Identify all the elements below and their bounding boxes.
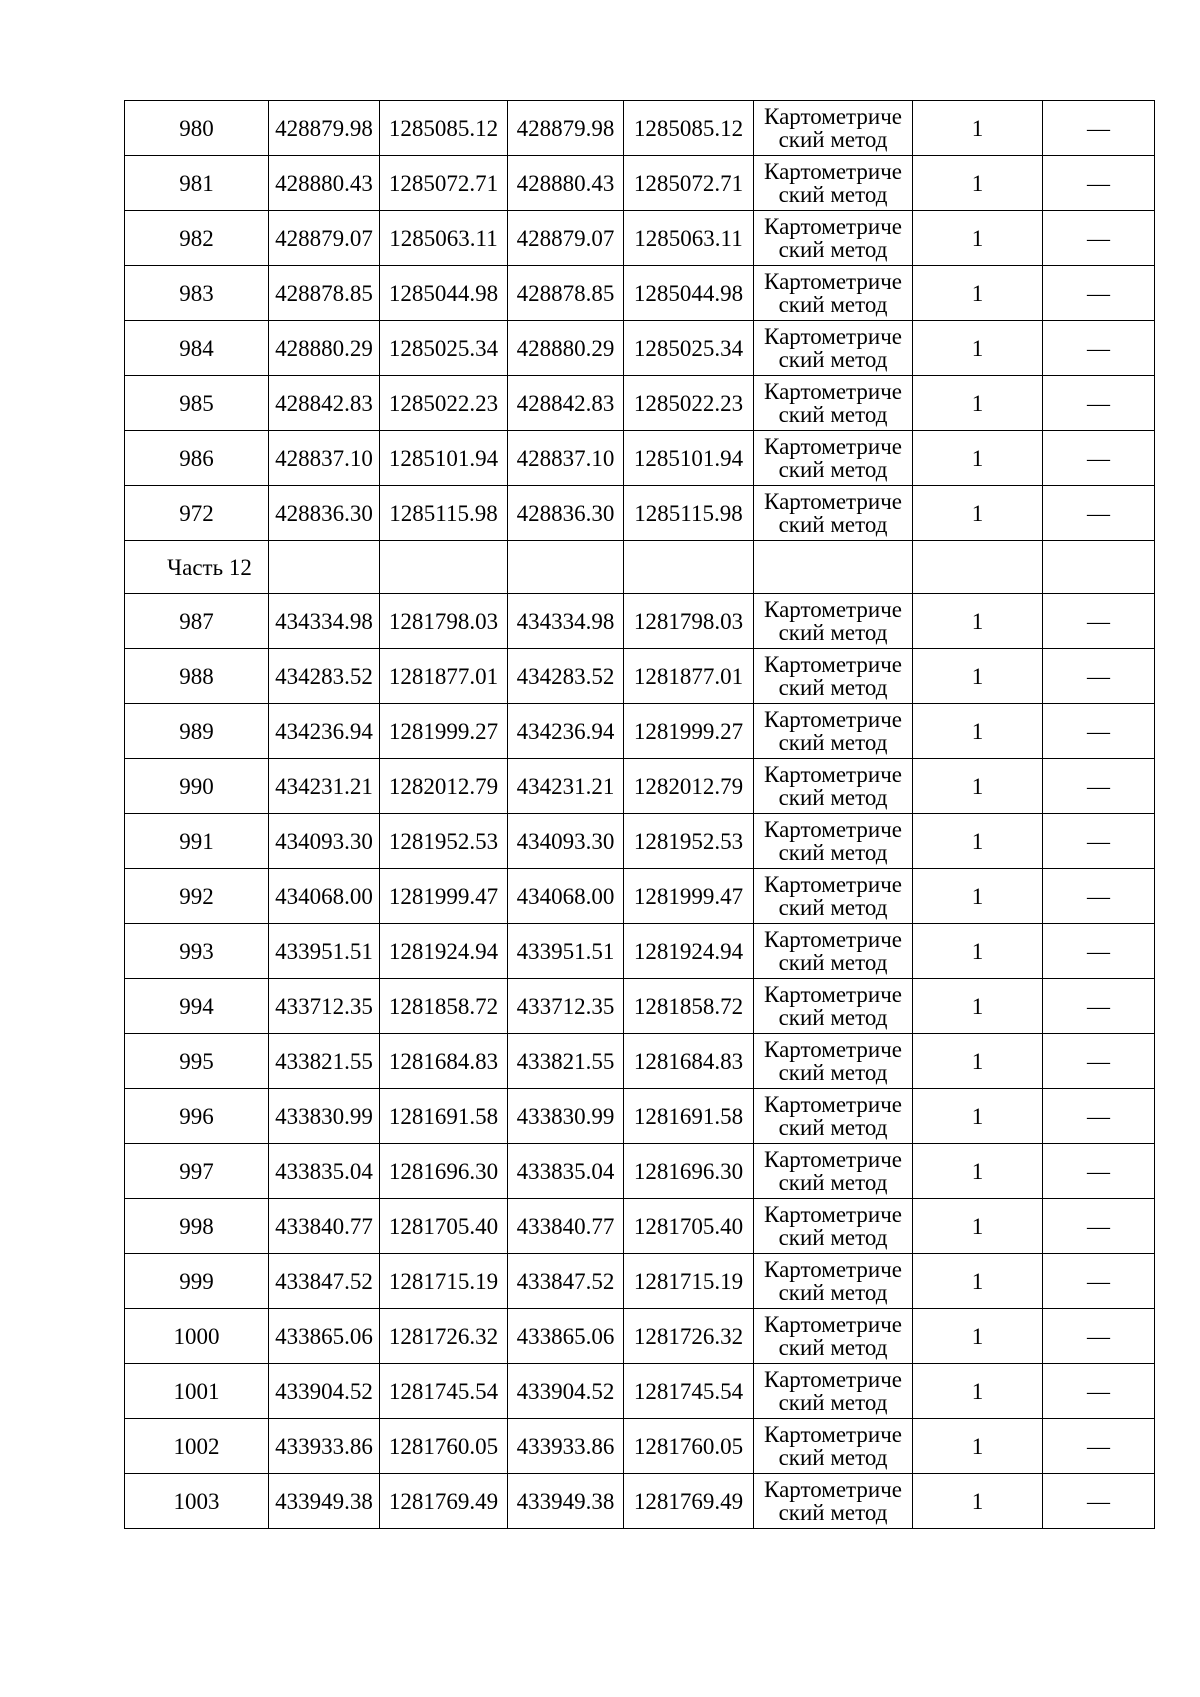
y-coordinate-cell: 1285063.11 — [380, 211, 508, 266]
table-row — [125, 486, 1155, 541]
point-number-cell: 990 — [125, 759, 269, 814]
method-line-1: Картометриче — [764, 1312, 902, 1337]
x-coordinate-new-cell: 434334.98 — [508, 594, 624, 649]
x-coordinate-new-cell: 428837.10 — [508, 431, 624, 486]
x-coordinate-cell: 434068.00 — [269, 869, 380, 924]
table-row — [125, 814, 1155, 869]
method-cell — [754, 101, 913, 156]
x-coordinate-cell: 433835.04 — [269, 1144, 380, 1199]
y-coordinate-cell: 1281691.58 — [380, 1089, 508, 1144]
method-line-1: Картометриче — [764, 872, 902, 897]
point-number-cell: 1001 — [125, 1364, 269, 1419]
empty-cell — [913, 541, 1043, 594]
method-cell — [754, 1419, 913, 1474]
table-row — [125, 1309, 1155, 1364]
y-coordinate-cell: 1281952.53 — [380, 814, 508, 869]
x-coordinate-new-cell: 433847.52 — [508, 1254, 624, 1309]
y-coordinate-cell: 1281696.30 — [380, 1144, 508, 1199]
note-cell: — — [1043, 486, 1155, 541]
accuracy-cell: 1 — [913, 101, 1043, 156]
method-cell — [754, 1144, 913, 1199]
table-row — [125, 594, 1155, 649]
accuracy-cell: 1 — [913, 1254, 1043, 1309]
point-number-cell: 1003 — [125, 1474, 269, 1529]
method-line-1: Картометриче — [764, 104, 902, 129]
accuracy-cell: 1 — [913, 869, 1043, 924]
y-coordinate-cell: 1281745.54 — [380, 1364, 508, 1419]
empty-cell — [269, 541, 380, 594]
table-body — [125, 101, 1155, 1529]
method-line-1: Картометриче — [764, 982, 902, 1007]
y-coordinate-new-cell: 1281999.27 — [624, 704, 754, 759]
x-coordinate-cell: 428880.43 — [269, 156, 380, 211]
y-coordinate-cell: 1281769.49 — [380, 1474, 508, 1529]
method-line-2: ский метод — [778, 1060, 888, 1085]
note-cell: — — [1043, 1364, 1155, 1419]
method-cell — [754, 156, 913, 211]
y-coordinate-new-cell: 1281769.49 — [624, 1474, 754, 1529]
y-coordinate-cell: 1281726.32 — [380, 1309, 508, 1364]
method-line-2: ский метод — [778, 895, 888, 920]
table-row — [125, 101, 1155, 156]
method-line-1: Картометриче — [764, 927, 902, 952]
table-row — [125, 1089, 1155, 1144]
x-coordinate-cell: 433865.06 — [269, 1309, 380, 1364]
accuracy-cell: 1 — [913, 814, 1043, 869]
accuracy-cell: 1 — [913, 1419, 1043, 1474]
x-coordinate-cell: 433840.77 — [269, 1199, 380, 1254]
point-number-cell: 983 — [125, 266, 269, 321]
x-coordinate-new-cell: 434068.00 — [508, 869, 624, 924]
empty-cell — [380, 541, 508, 594]
y-coordinate-new-cell: 1285072.71 — [624, 156, 754, 211]
method-line-2: ский метод — [778, 1445, 888, 1470]
x-coordinate-cell: 428880.29 — [269, 321, 380, 376]
table-row — [125, 1419, 1155, 1474]
method-cell — [754, 486, 913, 541]
x-coordinate-cell: 433951.51 — [269, 924, 380, 979]
table-row — [125, 1474, 1155, 1529]
method-cell — [754, 431, 913, 486]
method-line-2: ский метод — [778, 730, 888, 755]
method-line-1: Картометриче — [764, 489, 902, 514]
y-coordinate-cell: 1285085.12 — [380, 101, 508, 156]
point-number-cell: 982 — [125, 211, 269, 266]
y-coordinate-new-cell: 1281684.83 — [624, 1034, 754, 1089]
point-number-cell: 984 — [125, 321, 269, 376]
accuracy-cell: 1 — [913, 1089, 1043, 1144]
method-line-1: Картометриче — [764, 1367, 902, 1392]
y-coordinate-new-cell: 1281858.72 — [624, 979, 754, 1034]
method-cell — [754, 649, 913, 704]
note-cell: — — [1043, 1144, 1155, 1199]
accuracy-cell: 1 — [913, 979, 1043, 1034]
x-coordinate-new-cell: 433712.35 — [508, 979, 624, 1034]
method-cell — [754, 704, 913, 759]
x-coordinate-new-cell: 433830.99 — [508, 1089, 624, 1144]
y-coordinate-new-cell: 1281798.03 — [624, 594, 754, 649]
note-cell: — — [1043, 594, 1155, 649]
table-row — [125, 321, 1155, 376]
point-number-cell: 991 — [125, 814, 269, 869]
accuracy-cell: 1 — [913, 1364, 1043, 1419]
y-coordinate-new-cell: 1285085.12 — [624, 101, 754, 156]
y-coordinate-cell: 1285072.71 — [380, 156, 508, 211]
point-number-cell: 995 — [125, 1034, 269, 1089]
y-coordinate-cell: 1285022.23 — [380, 376, 508, 431]
point-number-cell: 992 — [125, 869, 269, 924]
method-cell — [754, 1364, 913, 1419]
note-cell: — — [1043, 211, 1155, 266]
y-coordinate-new-cell: 1281691.58 — [624, 1089, 754, 1144]
x-coordinate-cell: 434231.21 — [269, 759, 380, 814]
y-coordinate-new-cell: 1281745.54 — [624, 1364, 754, 1419]
method-cell — [754, 1254, 913, 1309]
y-coordinate-cell: 1281684.83 — [380, 1034, 508, 1089]
x-coordinate-new-cell: 433904.52 — [508, 1364, 624, 1419]
y-coordinate-cell: 1285115.98 — [380, 486, 508, 541]
table-row — [125, 759, 1155, 814]
accuracy-cell: 1 — [913, 1144, 1043, 1199]
note-cell: — — [1043, 266, 1155, 321]
table-row — [125, 376, 1155, 431]
table-row — [125, 704, 1155, 759]
point-number-cell: 996 — [125, 1089, 269, 1144]
method-cell — [754, 1474, 913, 1529]
x-coordinate-new-cell: 433835.04 — [508, 1144, 624, 1199]
x-coordinate-cell: 434283.52 — [269, 649, 380, 704]
y-coordinate-new-cell: 1285022.23 — [624, 376, 754, 431]
y-coordinate-new-cell: 1281924.94 — [624, 924, 754, 979]
note-cell: — — [1043, 759, 1155, 814]
method-line-1: Картометриче — [764, 1037, 902, 1062]
note-cell: — — [1043, 1034, 1155, 1089]
method-cell — [754, 376, 913, 431]
table-row — [125, 1199, 1155, 1254]
method-line-2: ский метод — [778, 1115, 888, 1140]
method-cell — [754, 924, 913, 979]
method-line-1: Картометриче — [764, 762, 902, 787]
method-cell — [754, 759, 913, 814]
y-coordinate-new-cell: 1285063.11 — [624, 211, 754, 266]
y-coordinate-new-cell: 1285044.98 — [624, 266, 754, 321]
method-line-2: ский метод — [778, 950, 888, 975]
method-line-1: Картометриче — [764, 434, 902, 459]
method-line-1: Картометриче — [764, 1147, 902, 1172]
note-cell: — — [1043, 101, 1155, 156]
point-number-cell: 988 — [125, 649, 269, 704]
note-cell: — — [1043, 1199, 1155, 1254]
y-coordinate-cell: 1281798.03 — [380, 594, 508, 649]
table-row — [125, 924, 1155, 979]
x-coordinate-cell: 433847.52 — [269, 1254, 380, 1309]
note-cell: — — [1043, 704, 1155, 759]
table-row — [125, 211, 1155, 266]
x-coordinate-cell: 428837.10 — [269, 431, 380, 486]
method-line-1: Картометриче — [764, 597, 902, 622]
x-coordinate-new-cell: 433949.38 — [508, 1474, 624, 1529]
method-line-2: ский метод — [778, 1280, 888, 1305]
x-coordinate-new-cell: 428879.98 — [508, 101, 624, 156]
y-coordinate-new-cell: 1281705.40 — [624, 1199, 754, 1254]
x-coordinate-cell: 428878.85 — [269, 266, 380, 321]
x-coordinate-cell: 428836.30 — [269, 486, 380, 541]
accuracy-cell: 1 — [913, 156, 1043, 211]
y-coordinate-cell: 1281760.05 — [380, 1419, 508, 1474]
x-coordinate-cell: 433830.99 — [269, 1089, 380, 1144]
accuracy-cell: 1 — [913, 649, 1043, 704]
method-line-2: ский метод — [778, 457, 888, 482]
point-number-cell: 980 — [125, 101, 269, 156]
note-cell: — — [1043, 869, 1155, 924]
table-row — [125, 1364, 1155, 1419]
accuracy-cell: 1 — [913, 1199, 1043, 1254]
accuracy-cell: 1 — [913, 704, 1043, 759]
note-cell: — — [1043, 649, 1155, 704]
point-number-cell: 1002 — [125, 1419, 269, 1474]
x-coordinate-new-cell: 428878.85 — [508, 266, 624, 321]
x-coordinate-cell: 433712.35 — [269, 979, 380, 1034]
x-coordinate-cell: 428879.07 — [269, 211, 380, 266]
accuracy-cell: 1 — [913, 759, 1043, 814]
note-cell: — — [1043, 1309, 1155, 1364]
x-coordinate-new-cell: 428880.29 — [508, 321, 624, 376]
method-cell — [754, 211, 913, 266]
y-coordinate-cell: 1281877.01 — [380, 649, 508, 704]
note-cell: — — [1043, 376, 1155, 431]
point-number-cell: 972 — [125, 486, 269, 541]
x-coordinate-new-cell: 434236.94 — [508, 704, 624, 759]
x-coordinate-cell: 434236.94 — [269, 704, 380, 759]
point-number-cell: 997 — [125, 1144, 269, 1199]
method-cell — [754, 1034, 913, 1089]
accuracy-cell: 1 — [913, 594, 1043, 649]
method-line-2: ский метод — [778, 512, 888, 537]
x-coordinate-cell: 434093.30 — [269, 814, 380, 869]
method-line-1: Картометриче — [764, 1092, 902, 1117]
x-coordinate-new-cell: 428880.43 — [508, 156, 624, 211]
x-coordinate-new-cell: 434093.30 — [508, 814, 624, 869]
method-cell — [754, 1199, 913, 1254]
accuracy-cell: 1 — [913, 1034, 1043, 1089]
y-coordinate-new-cell: 1281877.01 — [624, 649, 754, 704]
x-coordinate-new-cell: 433933.86 — [508, 1419, 624, 1474]
method-cell — [754, 869, 913, 924]
method-line-2: ский метод — [778, 1335, 888, 1360]
coordinates-table — [124, 100, 1155, 1529]
method-line-2: ский метод — [778, 347, 888, 372]
point-number-cell: 989 — [125, 704, 269, 759]
y-coordinate-new-cell: 1285115.98 — [624, 486, 754, 541]
table-row — [125, 266, 1155, 321]
point-number-cell: 981 — [125, 156, 269, 211]
section-label: Часть 12 — [125, 541, 269, 594]
method-line-1: Картометриче — [764, 652, 902, 677]
empty-cell — [624, 541, 754, 594]
x-coordinate-cell: 433904.52 — [269, 1364, 380, 1419]
accuracy-cell: 1 — [913, 1309, 1043, 1364]
accuracy-cell: 1 — [913, 1474, 1043, 1529]
x-coordinate-new-cell: 433821.55 — [508, 1034, 624, 1089]
y-coordinate-cell: 1281999.47 — [380, 869, 508, 924]
y-coordinate-cell: 1285101.94 — [380, 431, 508, 486]
y-coordinate-cell: 1281924.94 — [380, 924, 508, 979]
method-line-2: ский метод — [778, 675, 888, 700]
method-line-2: ский метод — [778, 1225, 888, 1250]
method-cell — [754, 1309, 913, 1364]
method-line-1: Картометриче — [764, 707, 902, 732]
method-line-1: Картометриче — [764, 1422, 902, 1447]
method-line-1: Картометриче — [764, 379, 902, 404]
method-line-2: ский метод — [778, 620, 888, 645]
table-row — [125, 1254, 1155, 1309]
accuracy-cell: 1 — [913, 431, 1043, 486]
point-number-cell: 985 — [125, 376, 269, 431]
point-number-cell: 998 — [125, 1199, 269, 1254]
y-coordinate-new-cell: 1281952.53 — [624, 814, 754, 869]
empty-cell — [1043, 541, 1155, 594]
x-coordinate-cell: 433821.55 — [269, 1034, 380, 1089]
x-coordinate-new-cell: 434283.52 — [508, 649, 624, 704]
method-line-2: ский метод — [778, 1005, 888, 1030]
y-coordinate-new-cell: 1285025.34 — [624, 321, 754, 376]
x-coordinate-cell: 428879.98 — [269, 101, 380, 156]
accuracy-cell: 1 — [913, 924, 1043, 979]
y-coordinate-new-cell: 1282012.79 — [624, 759, 754, 814]
y-coordinate-cell: 1282012.79 — [380, 759, 508, 814]
method-cell — [754, 814, 913, 869]
method-line-1: Картометриче — [764, 269, 902, 294]
note-cell: — — [1043, 979, 1155, 1034]
y-coordinate-new-cell: 1281999.47 — [624, 869, 754, 924]
note-cell: — — [1043, 1419, 1155, 1474]
method-line-1: Картометриче — [764, 324, 902, 349]
table-row — [125, 869, 1155, 924]
accuracy-cell: 1 — [913, 266, 1043, 321]
x-coordinate-new-cell: 433865.06 — [508, 1309, 624, 1364]
point-number-cell: 987 — [125, 594, 269, 649]
empty-cell — [754, 541, 913, 594]
x-coordinate-new-cell: 433951.51 — [508, 924, 624, 979]
x-coordinate-new-cell: 434231.21 — [508, 759, 624, 814]
y-coordinate-cell: 1281705.40 — [380, 1199, 508, 1254]
x-coordinate-cell: 434334.98 — [269, 594, 380, 649]
y-coordinate-new-cell: 1281696.30 — [624, 1144, 754, 1199]
note-cell: — — [1043, 1089, 1155, 1144]
method-line-2: ский метод — [778, 292, 888, 317]
method-line-2: ский метод — [778, 1170, 888, 1195]
method-line-1: Картометриче — [764, 1257, 902, 1282]
method-line-2: ский метод — [778, 840, 888, 865]
point-number-cell: 986 — [125, 431, 269, 486]
method-cell — [754, 1089, 913, 1144]
y-coordinate-cell: 1281999.27 — [380, 704, 508, 759]
note-cell: — — [1043, 1474, 1155, 1529]
method-line-1: Картометриче — [764, 214, 902, 239]
method-line-2: ский метод — [778, 182, 888, 207]
accuracy-cell: 1 — [913, 211, 1043, 266]
x-coordinate-new-cell: 428836.30 — [508, 486, 624, 541]
table-row — [125, 1144, 1155, 1199]
table-row — [125, 649, 1155, 704]
method-line-1: Картометриче — [764, 1477, 902, 1502]
method-line-1: Картометриче — [764, 1202, 902, 1227]
x-coordinate-new-cell: 428842.83 — [508, 376, 624, 431]
x-coordinate-new-cell: 428879.07 — [508, 211, 624, 266]
method-line-2: ский метод — [778, 237, 888, 262]
table-row — [125, 431, 1155, 486]
method-line-2: ский метод — [778, 402, 888, 427]
y-coordinate-cell: 1281715.19 — [380, 1254, 508, 1309]
method-line-2: ский метод — [778, 127, 888, 152]
note-cell: — — [1043, 814, 1155, 869]
x-coordinate-cell: 433933.86 — [269, 1419, 380, 1474]
section-row — [125, 541, 1155, 594]
note-cell: — — [1043, 431, 1155, 486]
y-coordinate-cell: 1285025.34 — [380, 321, 508, 376]
accuracy-cell: 1 — [913, 486, 1043, 541]
table-row — [125, 156, 1155, 211]
method-cell — [754, 321, 913, 376]
point-number-cell: 994 — [125, 979, 269, 1034]
x-coordinate-cell: 433949.38 — [269, 1474, 380, 1529]
x-coordinate-new-cell: 433840.77 — [508, 1199, 624, 1254]
empty-cell — [508, 541, 624, 594]
method-line-1: Картометриче — [764, 817, 902, 842]
y-coordinate-cell: 1281858.72 — [380, 979, 508, 1034]
point-number-cell: 999 — [125, 1254, 269, 1309]
y-coordinate-new-cell: 1281715.19 — [624, 1254, 754, 1309]
x-coordinate-cell: 428842.83 — [269, 376, 380, 431]
y-coordinate-new-cell: 1281760.05 — [624, 1419, 754, 1474]
note-cell: — — [1043, 321, 1155, 376]
method-cell — [754, 266, 913, 321]
table-row — [125, 979, 1155, 1034]
method-line-2: ский метод — [778, 785, 888, 810]
y-coordinate-cell: 1285044.98 — [380, 266, 508, 321]
method-line-1: Картометриче — [764, 159, 902, 184]
accuracy-cell: 1 — [913, 376, 1043, 431]
point-number-cell: 993 — [125, 924, 269, 979]
note-cell: — — [1043, 1254, 1155, 1309]
method-line-2: ский метод — [778, 1500, 888, 1525]
y-coordinate-new-cell: 1281726.32 — [624, 1309, 754, 1364]
method-cell — [754, 979, 913, 1034]
note-cell: — — [1043, 156, 1155, 211]
y-coordinate-new-cell: 1285101.94 — [624, 431, 754, 486]
method-cell — [754, 594, 913, 649]
point-number-cell: 1000 — [125, 1309, 269, 1364]
table-row — [125, 1034, 1155, 1089]
accuracy-cell: 1 — [913, 321, 1043, 376]
method-line-2: ский метод — [778, 1390, 888, 1415]
note-cell: — — [1043, 924, 1155, 979]
